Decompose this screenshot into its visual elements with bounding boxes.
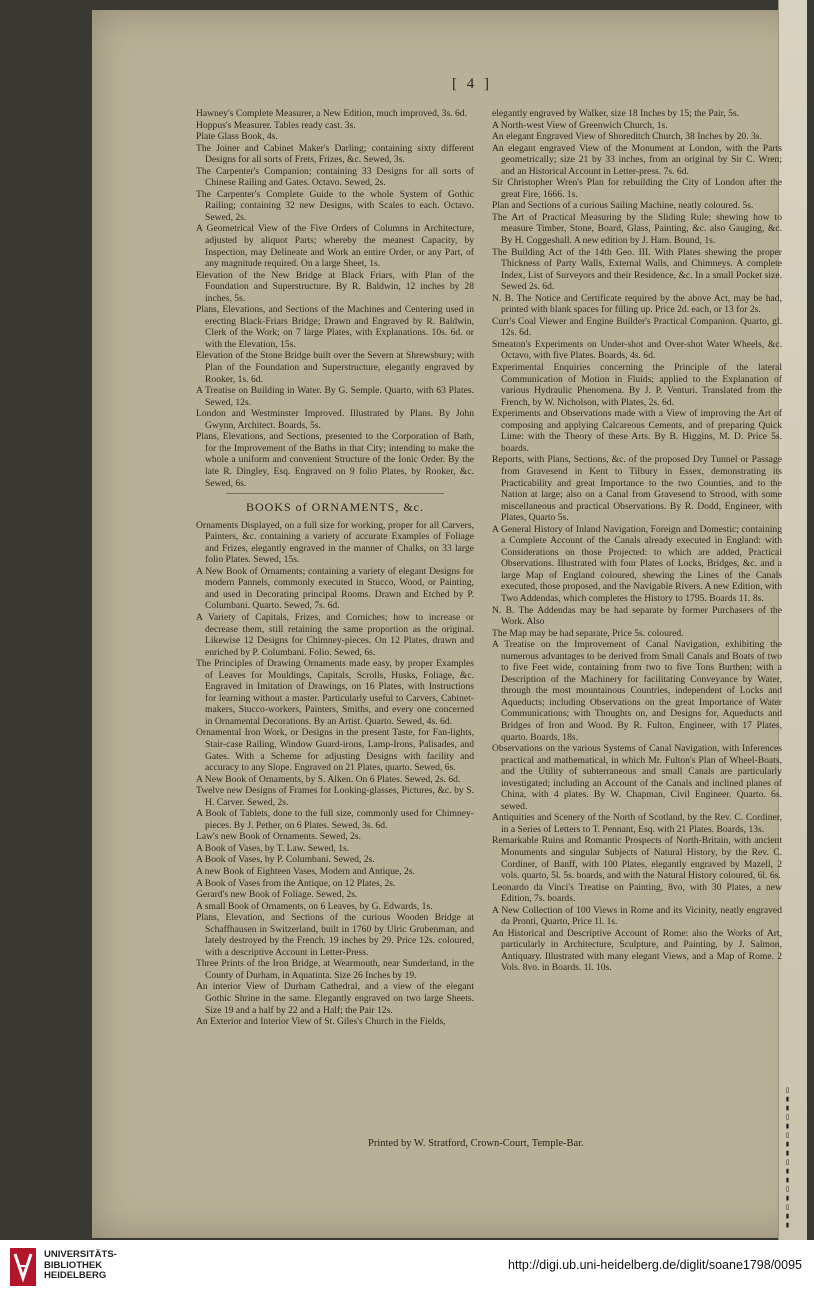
catalogue-entry: Leonardo da Vinci's Treatise on Painting, 8vo, with 30 Plates, a new Edition, 7s. boards. bbox=[492, 881, 782, 905]
catalogue-entry: A Geometrical View of the Five Orders of Columns in Architecture, adjusted by aliquot Parts; whereby the meanest Capacity, by Inspection, may Delineate and Work an entire Order, or any Part, of any magnitude required. On a large Sheet, 1s. bbox=[196, 223, 474, 270]
catalogue-entry: Plans, Elevations, and Sections of the Machines and Centering used in erecting Black-Friars Bridge; Drawn and Engraved by R. Baldwin, Clerk of the Work; on 7 large Plates, with Explanations. 10s. 6d. or with the Elevation, 15s. bbox=[196, 304, 474, 350]
catalogue-entry: Hoppus's Measurer. Tables ready cast. 3s. bbox=[196, 119, 356, 131]
catalogue-entry: Gerard's new Book of Foliage. Sewed, 2s. bbox=[196, 889, 358, 901]
catalogue-entry: Experimental Enquiries concerning the Principle of the lateral Communication of Motion in Fluids; applied to the Explanation of various Hydraulic Phenomena. By J. P. Venturi. Translated from the French, by W. Nicholson, with Plates, 2s. 6d. bbox=[492, 362, 782, 408]
catalogue-entry: A General History of Inland Navigation, Foreign and Domestic; containing a Complete Account of the Canals already executed in England: with Considerations on those Projected: to which are added, Practical Observations. Illustrated with four Plates of Locks, Bridges, &c. and a large Map of England coloured, shewing the Lines of the Canals executed, those proposed, and the Navigable Rivers. A new Edition, with Two Addendas, which completes the History to 1795. Boards 11. 8s. bbox=[492, 523, 782, 604]
catalogue-entry: Experiments and Observations made with a View of improving the Art of composing and applying Calcareous Cements, and of preparing Quick Lime: with the Theory of these Arts. By B. Higgins, M. D. Price 5s. boards. bbox=[492, 408, 782, 454]
catalogue-entry: A small Book of Ornaments, on 6 Leaves, by G. Edwards, 1s. bbox=[196, 900, 433, 912]
library-name-line2: BIBLIOTHEK bbox=[44, 1259, 103, 1271]
catalogue-entry: Hawney's Complete Measurer, a New Edition, much improved, 3s. 6d. bbox=[196, 108, 467, 119]
catalogue-entry: Remarkable Ruins and Romantic Prospects of North-Britain, with ancient Monuments and singular Subjects of Natural History, by the Rev. C. Cordiner, of Banff, with 100 Plates, elegantly engraved by Mazell, 2 vols. quarto, 5l. 5s. boards, and with the Natural History coloured, 6l. 6s. bbox=[492, 835, 782, 882]
catalogue-entry: Law's new Book of Ornaments. Sewed, 2s. bbox=[196, 831, 362, 843]
catalogue-entry: The Joiner and Cabinet Maker's Darling; containing sixty different Designs for all sorts of Frets, Frizes, &c. Sewed, 3s. bbox=[196, 142, 474, 166]
catalogue-entry: The Building Act of the 14th Geo. III. With Plates shewing the proper Thickness of Party Walls, External Walls, and Chimneys. A complete Index, List of Surveyors and their Residence, &c. In a small Pocket size. Sewed 2s. 6d. bbox=[492, 246, 782, 293]
catalogue-entry: Plans, Elevations, and Sections, presented to the Corporation of Bath, for the Improvement of the Baths in that City; intending to make the whole a uniform and convenient Structure of the Ionic Order. By the late R. Dingley, Esq. Engraved on 9 folio Plates, by Rooker, &c. Sewed, 6s. bbox=[196, 431, 474, 489]
catalogue-entry: Smeaton's Experiments on Under-shot and Over-shot Water Wheels, &c. Octavo, with five Plates. Boards, 4s. 6d. bbox=[492, 338, 782, 362]
library-name-line3: HEIDELBERG bbox=[44, 1270, 107, 1281]
left-column bbox=[196, 108, 474, 1028]
right-column bbox=[492, 108, 782, 974]
catalogue-entry: Plate Glass Book, 4s. bbox=[196, 131, 278, 143]
catalogue-entry: The Principles of Drawing Ornaments made easy, by proper Examples of Leaves for Mouldings, Capitals, Scrolls, Husks, Foliage, &c. Engraved in Imitation of Drawings, on 16 Plates, with Instructions for learning without a master. Particularly useful to Carvers, Cabinet-makers, Stucco-workers, Painters, Smiths, and every one concerned in Ornamental Decorations. By an Artist. Quarto. Sewed, 4s. 6d. bbox=[196, 658, 474, 727]
catalogue-entry: A Treatise on Building in Water. By G. Semple. Quarto, with 63 Plates. Sewed, 12s. bbox=[196, 385, 474, 408]
page-number: [ 4 ] bbox=[452, 76, 492, 92]
catalogue-entry: A Treatise on the Improvement of Canal Navigation, exhibiting the numerous advantages to be derived from Small Canals and Boats of two to five Feet wide, containing from two to five Tons Burthen; with a Description of the Machinery for facilitating Conveyance by Water, through the most mountainous Countries, independent of Locks and Aqueducts; including Observations on the great Importance of Water Communications; with Thoughts on, and Designs for, Aqueducts and Bridges of Iron and Wood. By R. Fulton, Engineer, with 17 Plates, quarto. Boards, 18s. bbox=[492, 639, 782, 743]
catalogue-entry: Sir Christopher Wren's Plan for rebuilding the City of London after the great Fire, 1666. 1s. bbox=[492, 177, 782, 200]
catalogue-entry: Reports, with Plans, Sections, &c. of the proposed Dry Tunnel or Passage from Gravesend in Kent to Tilbury in Essex, demonstrating its Practicability and great Importance to the two Counties, and to the Nation at large; also on a Canal from Gravesend to Strood, with some miscellaneous and practical Observations. By R. Dodd, Engineer, with Plates, Quarto 5s. bbox=[492, 454, 782, 524]
catalogue-entry: A Book of Vases, by T. Law. Sewed, 1s. bbox=[196, 842, 350, 854]
catalogue-entry: A North-west View of Greenwich Church, 1s. bbox=[492, 119, 668, 131]
catalogue-entry: N. B. The Notice and Certificate required by the above Act, may be had, printed with blank spaces for filling up. Price 2d. each, or 13 for 2s. bbox=[492, 292, 782, 316]
barcode-strip: ▮▮▯▮▯▮▮▯▮▮▯▮▯▮▮▯ bbox=[783, 1086, 792, 1230]
catalogue-entry: The Art of Practical Measuring by the Sliding Rule; shewing how to measure Timber, Stone, Board, Glass, Painting, &c. also Gauging, &c. By H. Coggeshall. A new edition by J. Ham. Bound, 1s. bbox=[492, 211, 782, 247]
catalogue-entry: Elevation of the New Bridge at Black Friars, with Plan of the Foundation and Superstructure. By R. Baldwin, 12 inches by 28 inches, 5s. bbox=[196, 269, 474, 304]
ornaments-list bbox=[196, 520, 474, 1028]
library-name-line1: UNIVERSITÄTS- bbox=[44, 1249, 117, 1260]
catalogue-list-top bbox=[196, 108, 474, 489]
catalogue-entry: A new Book of Eighteen Vases, Modern and Antique, 2s. bbox=[196, 866, 415, 877]
catalogue-entry: An elegant engraved View of the Monument at London, with the Parts geometrically; size 21 by 33 inches, from an original by Sir C. Wren; and an Historical Account in Letter-press. 7s. 6d. bbox=[492, 142, 782, 177]
catalogue-entry: A Variety of Capitals, Frizes, and Corniches; how to increase or decrease them, still retaining the same proportion as the original. Likewise 12 Designs for Chimney-pieces. On 12 Plates, drawn and enriched by P. Columbani. Folio. Sewed, 6s. bbox=[196, 611, 474, 658]
catalogue-entry: A New Book of Ornaments; containing a variety of elegant Designs for modern Pannels, commonly executed in Stucco, Wood, or Painting, and used in Decorating principal Rooms. Drawn and Etched by P. Columbani. Quarto. Sewed, 7s. 6d. bbox=[196, 565, 474, 612]
catalogue-entry: London and Westminster Improved. Illustrated by Plans. By John Gwynn, Architect. Boards, 5s. bbox=[196, 408, 474, 431]
catalogue-entry: Three Prints of the Iron Bridge, at Wearmouth, near Sunderland, in the County of Durham, in Aquatinta. Size 26 Inches by 19. bbox=[196, 958, 474, 981]
catalogue-entry: elegantly engraved by Walker, size 18 Inches by 15; the Pair, 5s. bbox=[492, 108, 740, 119]
catalogue-entry: Antiquities and Scenery of the North of Scotland, by the Rev. C. Cordiner, in a Series of Letters to T. Pennant, Esq. with 21 Plates. Boards, 13s. bbox=[492, 812, 782, 835]
catalogue-entry: A Book of Vases, by P. Columbani. Sewed, 2s. bbox=[196, 854, 375, 866]
library-logo-icon bbox=[10, 1248, 36, 1286]
catalogue-entry: The Map may be had separate, Price 5s. coloured. bbox=[492, 627, 684, 639]
catalogue-entry: N. B. The Addendas may be had separate by former Purchasers of the Work. Also bbox=[492, 604, 782, 628]
section-heading: BOOKS of ORNAMENTS, &c. bbox=[245, 500, 424, 515]
catalogue-entry: An Historical and Descriptive Account of Rome: also the Works of Art, particularly in Architecture, Sculpture, and Painting, by J. Salmon, Antiquary. Illustrated with many elegant Views, and a Map of Rome. 2 Vols. 8vo. in Boards. 1l. 10s. bbox=[492, 927, 782, 974]
catalogue-entry: Curr's Coal Viewer and Engine Builder's Practical Companion. Quarto, gl. 12s. 6d. bbox=[492, 315, 782, 339]
catalogue-entry: A Book of Tablets, done to the full size, commonly used for Chimney-pieces. By J. Pether, on 6 Plates. Sewed, 3s. 6d. bbox=[196, 808, 474, 831]
source-url[interactable]: http://digi.ub.uni-heidelberg.de/diglit/soane1798/0095 bbox=[508, 1258, 802, 1272]
catalogue-entry: Elevation of the Stone Bridge built over the Severn at Shrewsbury; with Plan of the Foundation and Superstructure, elegantly engraved by Rooker, 1s. 6d. bbox=[196, 350, 474, 385]
catalogue-entry: Ornaments Displayed, on a full size for working, proper for all Carvers, Painters, &c. containing a variety of accurate Examples of Foliage and Frizes, elegantly engraved in the manner of Chalks, on 33 large folio Plates. Sewed, 15s. bbox=[196, 519, 474, 566]
divider-rule bbox=[226, 493, 444, 494]
catalogue-entry: Plan and Sections of a curious Sailing Machine, neatly coloured. 5s. bbox=[492, 200, 754, 212]
catalogue-entry: Ornamental Iron Work, or Designs in the present Taste, for Fan-lights, Stair-case Railing, Window Guard-irons, Lamp-Irons, Palisades, and Gates. With a Scheme for adjusting Designs with facility and accuracy to any Slope. Engraved on 21 Plates, quarto. Sewed, 6s. bbox=[196, 727, 474, 774]
catalogue-entry: An interior View of Durham Cathedral, and a view of the elegant Gothic Shrine in the same. Elegantly engraved on two large Sheets. Size 19 and a half by 22 and a Half; the Pair 12s. bbox=[196, 981, 474, 1016]
catalogue-entry: Twelve new Designs of Frames for Looking-glasses, Pictures, &c. by S. H. Carver. Sewed, 2s. bbox=[196, 785, 474, 808]
catalogue-entry: An Exterior and Interior View of St. Giles's Church in the Fields, bbox=[196, 1016, 446, 1028]
catalogue-entry: A Book of Vases from the Antique, on 12 Plates, 2s. bbox=[196, 877, 396, 889]
catalogue-entry: Observations on the various Systems of Canal Navigation, with Inferences practical and mathematical, in which Mr. Fulton's Plan of Wheel-Boats, and the Utility of subterraneous and small Canals are particularly investigated; including an Account of the Canals and inclined planes of China, with 4 plates. By W. Chapman, Civil Engineer. Quarto. 6s. sewed. bbox=[492, 743, 782, 812]
catalogue-entry: The Carpenter's Complete Guide to the whole System of Gothic Railing; containing 32 new Designs, with Scales to each. Octavo. Sewed, 2s. bbox=[196, 188, 474, 223]
catalogue-entry: An elegant Engraved View of Shoreditch Church, 38 Inches by 20. 3s. bbox=[492, 131, 762, 143]
catalogue-entry: A New Collection of 100 Views in Rome and its Vicinity, neatly engraved da Pronti, Quarto, Price 1l. 1s. bbox=[492, 904, 782, 928]
library-name bbox=[44, 1250, 117, 1282]
catalogue-entry: A New Book of Ornaments, by S. Alken. On 6 Plates. Sewed, 2s. 6d. bbox=[196, 773, 461, 785]
catalogue-entry: The Carpenter's Companion; containing 33 Designs for all sorts of Chinese Railing and Gates. Octavo. Sewed, 2s. bbox=[196, 165, 474, 189]
catalogue-list-right bbox=[492, 108, 782, 974]
catalogue-entry: Plans, Elevation, and Sections of the curious Wooden Bridge at Schaffhausen in Switzerland, built in 1760 by Ulric Grubenman, and lately destroyed by the French. 19 inches by 29. Price 12s. coloured, with a descriptive Account in Letter-Press. bbox=[196, 912, 474, 958]
printer-imprint: Printed by W. Stratford, Crown-Court, Temple-Bar. bbox=[368, 1138, 584, 1149]
scan-color-strip bbox=[778, 0, 807, 1240]
